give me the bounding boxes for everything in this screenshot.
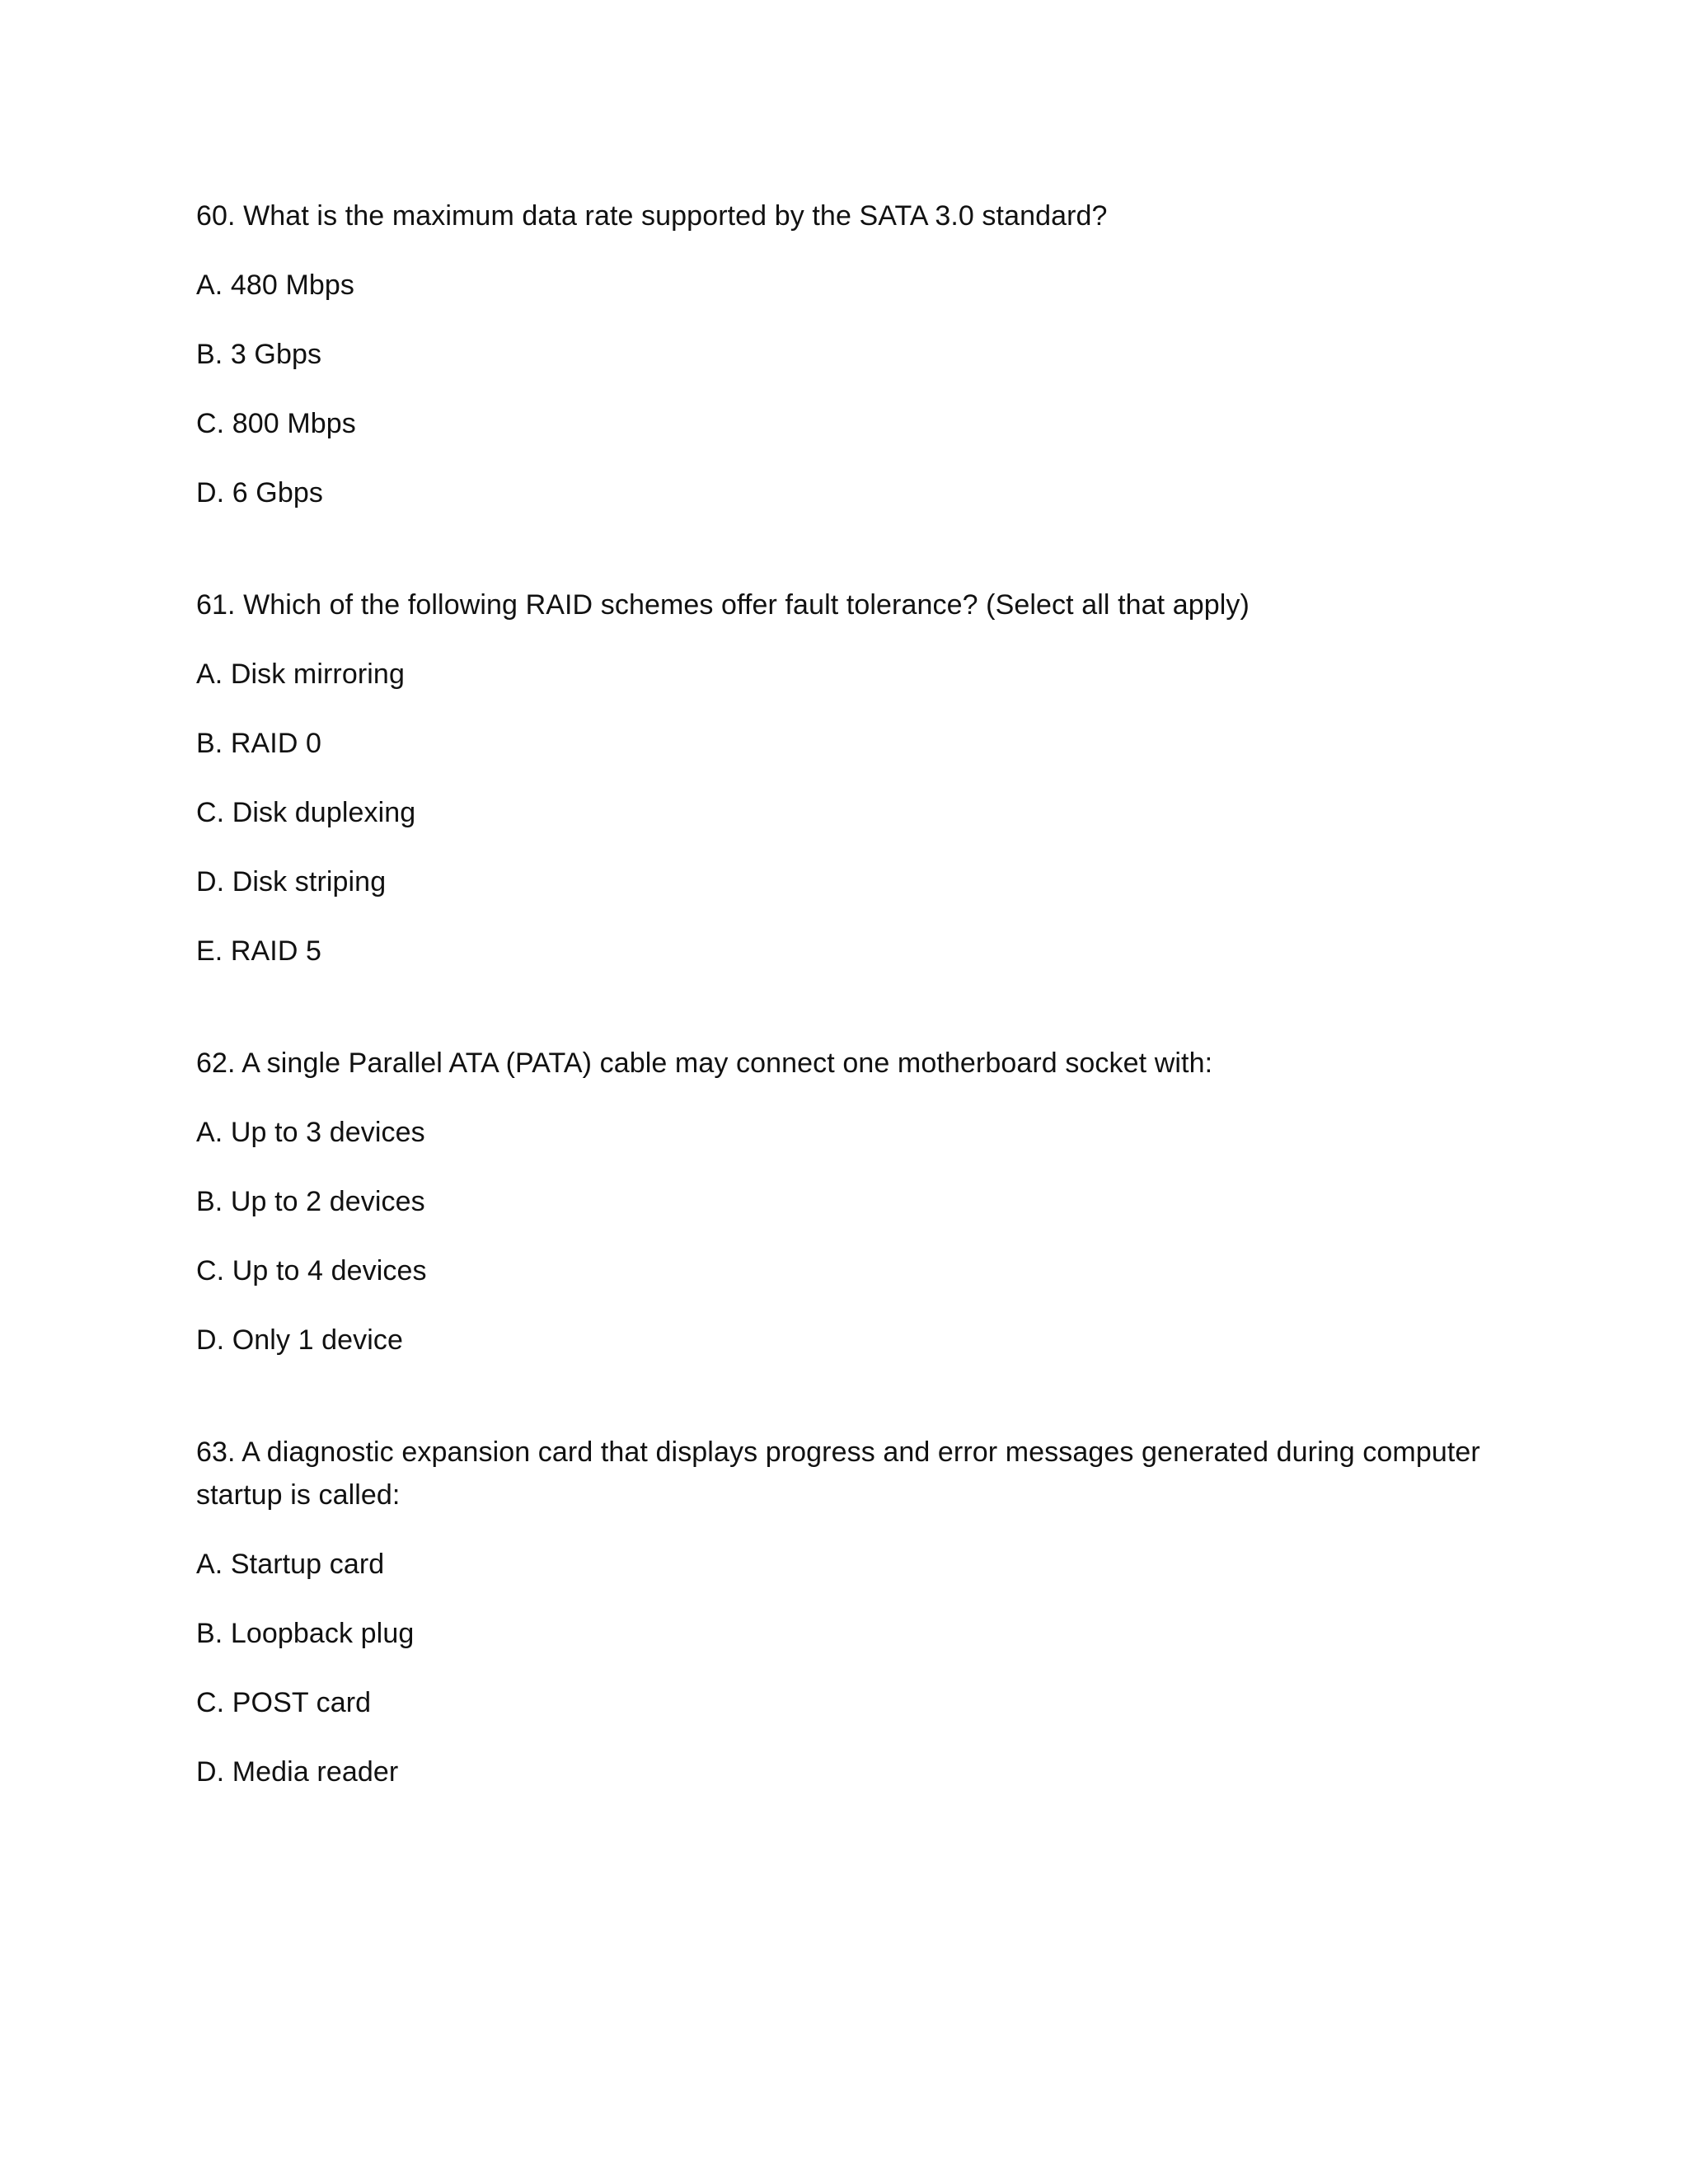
answer-option: C. 800 Mbps [196,408,356,439]
answer-option: C. Up to 4 devices [196,1255,427,1286]
answer-option: C. POST card [196,1687,372,1718]
answer-option: E. RAID 5 [196,935,322,967]
answer-option: C. Disk duplexing [196,797,416,828]
question-60 [196,194,1498,514]
answer-option: B. Loopback plug [196,1618,415,1649]
answer-option: B. Up to 2 devices [196,1186,425,1217]
question-text: 62. A single Parallel ATA (PATA) cable may connect one motherboard socket with: [196,1047,1213,1079]
answer-option: A. Up to 3 devices [196,1117,425,1148]
question-61 [196,583,1498,972]
question-text: 63. A diagnostic expansion card that displays progress and error messages generated during computer startup is called: [196,1436,1480,1511]
question-text: 61. Which of the following RAID schemes offer fault tolerance? (Select all that apply) [196,589,1250,621]
answer-option: B. 3 Gbps [196,339,322,370]
answer-option: D. Disk striping [196,866,387,898]
question-list [196,194,1498,1793]
question-62 [196,1042,1498,1361]
answer-option: D. Only 1 device [196,1324,404,1356]
answer-option: B. RAID 0 [196,728,322,759]
answer-option: A. 480 Mbps [196,269,354,301]
question-63 [196,1431,1498,1793]
answer-option: D. Media reader [196,1756,399,1788]
answer-option: A. Startup card [196,1549,385,1580]
answer-option: A. Disk mirroring [196,658,405,690]
question-text: 60. What is the maximum data rate supported by the SATA 3.0 standard? [196,200,1108,232]
answer-option: D. 6 Gbps [196,477,323,509]
